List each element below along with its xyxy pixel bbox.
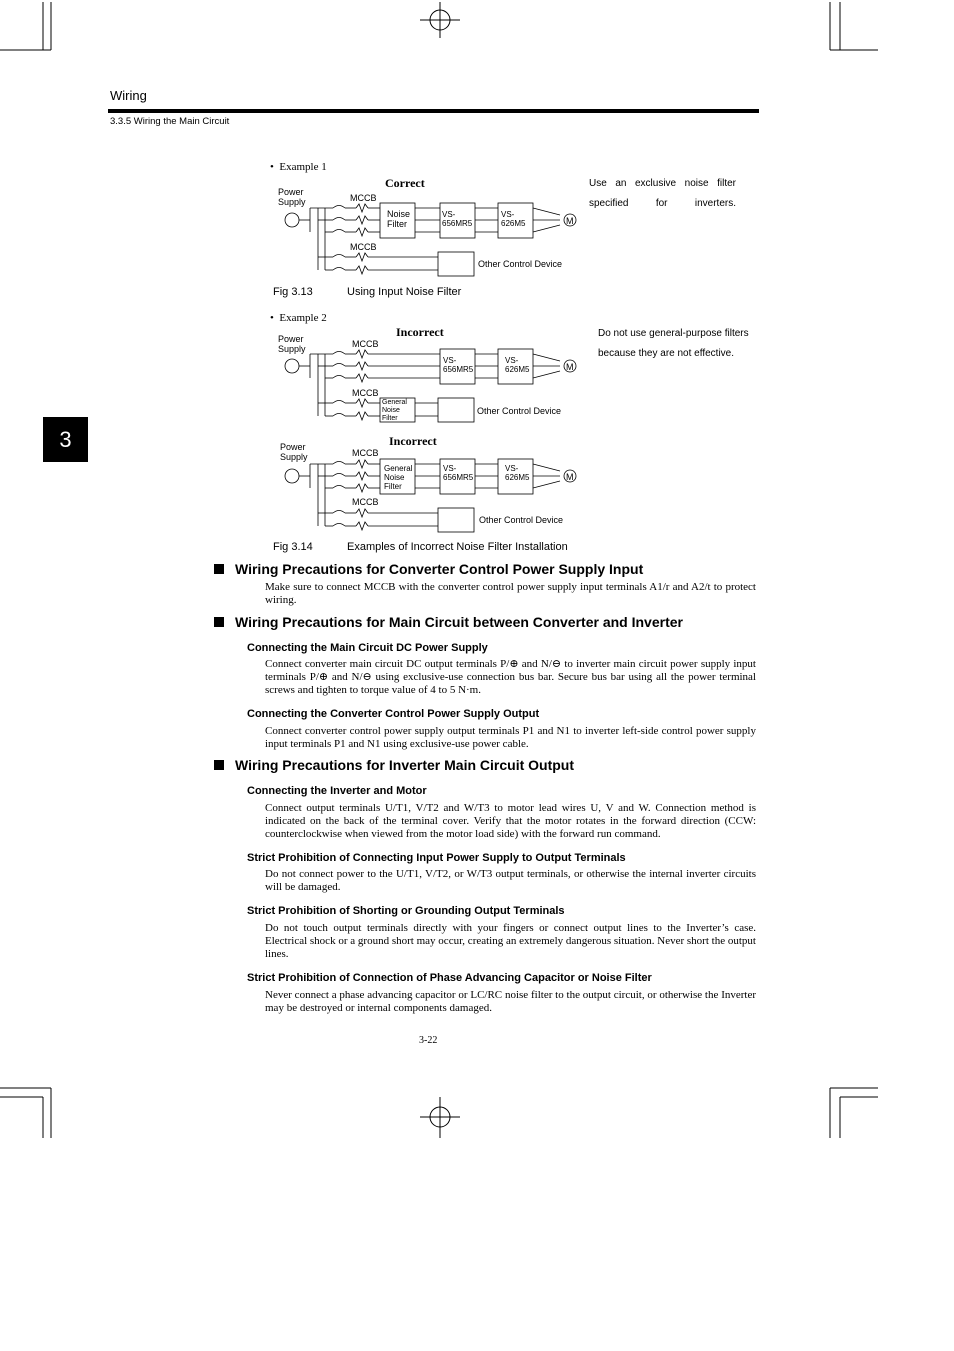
subheading-control-power-output: Connecting the Converter Control Power Supply Output <box>247 708 540 720</box>
chapter-tab: 3 <box>43 417 88 462</box>
svg-text:Supply: Supply <box>280 452 308 462</box>
subheading-dc-power-supply: Connecting the Main Circuit DC Power Supply <box>247 642 488 654</box>
svg-text:626M5: 626M5 <box>501 219 526 228</box>
example2-bullet: • Example 2 <box>270 312 327 324</box>
svg-text:Supply: Supply <box>278 197 306 207</box>
header-rule <box>108 109 759 113</box>
svg-text:Other Control Device: Other Control Device <box>479 515 564 525</box>
text-prohibition-shorting: Do not touch output terminals directly with your fingers or connect output lines to the Inverter’s case. Electrical shock or a ground short may occur, creating an extremely dangerous situation. Never short the output lines. <box>265 922 756 960</box>
subheading-prohibition-capacitor: Strict Prohibition of Connection of Phase Advancing Capacitor or Noise Filter <box>247 972 652 984</box>
svg-text:Power: Power <box>278 187 304 197</box>
fig14-title: Examples of Incorrect Noise Filter Installation <box>347 541 568 553</box>
svg-text:Incorrect: Incorrect <box>389 434 437 448</box>
svg-text:M: M <box>566 362 574 372</box>
svg-text:626M5: 626M5 <box>505 365 530 374</box>
svg-text:Filter: Filter <box>382 415 398 422</box>
example1-bullet: • Example 1 <box>270 161 327 173</box>
svg-text:Incorrect: Incorrect <box>396 325 444 339</box>
example1-note: Use an exclusive noise filter specified for inverters. <box>589 178 736 209</box>
fig13-label: Fig 3.13 <box>273 286 313 298</box>
svg-text:626M5: 626M5 <box>505 473 530 482</box>
example1-diagram <box>270 175 590 285</box>
subheading-prohibition-shorting: Strict Prohibition of Shorting or Grounding Output Terminals <box>247 905 565 917</box>
fig14-label: Fig 3.14 <box>273 541 313 553</box>
svg-text:General: General <box>382 399 407 406</box>
svg-text:VS-: VS- <box>442 210 456 219</box>
svg-text:MCCB: MCCB <box>352 388 379 398</box>
svg-text:Noise: Noise <box>387 209 411 219</box>
svg-text:General: General <box>384 464 413 473</box>
fig13-title: Using Input Noise Filter <box>347 286 462 298</box>
svg-text:M: M <box>566 472 574 482</box>
svg-text:MCCB: MCCB <box>350 193 377 203</box>
svg-text:MCCB: MCCB <box>352 497 379 507</box>
svg-text:VS-: VS- <box>443 464 457 473</box>
svg-text:VS-: VS- <box>505 464 519 473</box>
svg-text:Noise: Noise <box>382 407 400 414</box>
svg-text:MCCB: MCCB <box>352 339 379 349</box>
section-heading-main-circuit: Wiring Precautions for Main Circuit between Converter and Inverter <box>214 614 683 630</box>
section-heading-inverter-output: Wiring Precautions for Inverter Main Circuit Output <box>214 757 574 773</box>
subheading-prohibition-input-to-output: Strict Prohibition of Connecting Input Power Supply to Output Terminals <box>247 852 626 864</box>
text-dc-power-supply: Connect converter main circuit DC output terminals P/⊕ and N/⊖ to inverter main circuit power supply input terminals P/⊕ and N/⊖ using exclusive-use connection bus bar. Secure bus bar using all the power terminal screws and tighten to torque value of 4 to 5 N·m. <box>265 658 756 696</box>
svg-text:Supply: Supply <box>278 344 306 354</box>
svg-text:Other Control Device: Other Control Device <box>478 259 563 269</box>
page-number: 3-22 <box>419 1035 438 1046</box>
text-prohibition-capacitor: Never connect a phase advancing capacitor or LC/RC noise filter to the output circuit, or otherwise the Inverter may be destroyed or internal components damaged. <box>265 989 756 1014</box>
subsection-label: 3.3.5 Wiring the Main Circuit <box>110 116 230 127</box>
svg-text:Correct: Correct <box>385 176 425 190</box>
svg-text:MCCB: MCCB <box>352 448 379 458</box>
subheading-inverter-motor: Connecting the Inverter and Motor <box>247 785 427 797</box>
text-control-power-output: Connect converter control power supply output terminals P1 and N1 to inverter left-side control power supply input terminals P1 and N1 using exclusive-use power cable. <box>265 725 756 750</box>
svg-text:Other Control Device: Other Control Device <box>477 406 562 416</box>
page-header-title: Wiring <box>110 88 147 103</box>
text-inverter-motor: Connect output terminals U/T1, V/T2 and W/T3 to motor lead wires U, V and W. Connection method is indicated on the back of the terminal cover. Verify that the motor rotates in the forward direction (CCW: counterclockwise when viewed from the motor load side) with the forward run command. <box>265 802 756 840</box>
svg-text:Filter: Filter <box>384 482 402 491</box>
svg-text:Power: Power <box>278 334 304 344</box>
svg-text:Power: Power <box>280 442 306 452</box>
svg-text:VS-: VS- <box>443 356 457 365</box>
example2-note: Do not use general-purpose filters because they are not effective. <box>598 328 749 359</box>
svg-text:VS-: VS- <box>501 210 515 219</box>
section-text-control-power-input: Make sure to connect MCCB with the converter control power supply input terminals A1/r and A2/t to protect wiring. <box>265 581 756 606</box>
svg-text:VS-: VS- <box>505 356 519 365</box>
svg-text:Noise: Noise <box>384 473 405 482</box>
svg-text:656MR5: 656MR5 <box>443 473 474 482</box>
svg-text:656MR5: 656MR5 <box>442 219 473 228</box>
section-heading-control-power-input: Wiring Precautions for Converter Control Power Supply Input <box>214 561 643 577</box>
text-prohibition-input-to-output: Do not connect power to the U/T1, V/T2, or W/T3 output terminals, or otherwise the internal inverter circuits will be damaged. <box>265 868 756 893</box>
svg-text:Filter: Filter <box>387 219 407 229</box>
example2-diagram <box>270 323 590 538</box>
svg-text:M: M <box>566 216 574 226</box>
svg-text:MCCB: MCCB <box>350 242 377 252</box>
svg-text:656MR5: 656MR5 <box>443 365 474 374</box>
